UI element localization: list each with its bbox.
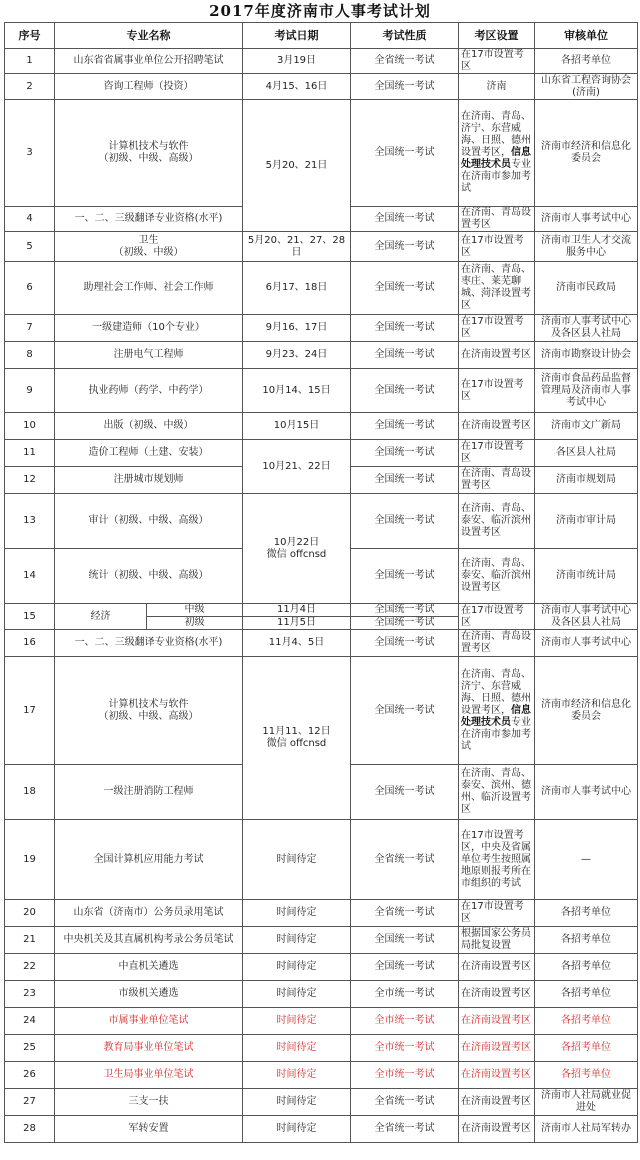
row-date: 时间待定 [243,1035,351,1062]
table-row [5,657,638,765]
row-area: 在济南、青岛、泰安、临沂滨州设置考区 [459,549,535,604]
header-row [5,23,638,49]
table-row [5,900,638,927]
row-area: 在济南设置考区 [459,342,535,369]
row-area: 在济南、青岛设置考区 [459,207,535,232]
exam-plan-table [4,22,638,1143]
table-row [5,413,638,440]
row-area: 在17市设置考区 [459,49,535,74]
row-nature: 全省统一考试 [351,1089,459,1116]
row-area: 根据国家公务员局批复设置 [459,927,535,954]
row-nature: 全省统一考试 [351,900,459,927]
row-no: 2 [5,74,55,100]
row-unit: 济南市人事考试中心 [535,765,638,820]
row-name: 造价工程师（土建、安装） [55,440,243,467]
row-area [459,100,535,207]
row-date: 时间待定 [243,820,351,900]
table-row [5,1089,638,1116]
row-no: 12 [5,467,55,494]
table-row [5,232,638,262]
table-row [5,630,638,657]
row-area: 在济南设置考区 [459,1035,535,1062]
row-nature: 全国统一考试 [351,100,459,207]
row-nature: 全国统一考试 [351,494,459,549]
row-date: 时间待定 [243,1116,351,1143]
row-no: 18 [5,765,55,820]
row-name: 市级机关遴选 [55,981,243,1008]
table-row [5,820,638,900]
row-area: 在济南设置考区 [459,981,535,1008]
table-row [5,74,638,100]
row-unit: 济南市经济和信息化委员会 [535,100,638,207]
row-name: 三支一扶 [55,1089,243,1116]
row-unit: 济南市人社局军转办 [535,1116,638,1143]
row-no: 9 [5,369,55,413]
row-name: 中直机关遴选 [55,954,243,981]
row-name: 军转安置 [55,1116,243,1143]
col-header-unit: 审核单位 [535,23,638,49]
row-area: 在17市设置考区 [459,900,535,927]
row-no: 11 [5,440,55,467]
row-nature: 全国统一考试 [351,549,459,604]
row-name: 统计（初级、中级、高级） [55,549,243,604]
row-date: 9月23、24日 [243,342,351,369]
col-header-name: 专业名称 [55,23,243,49]
row-date: 5月20、21日 [243,100,351,232]
row-unit: — [535,820,638,900]
row-name: 助理社会工作师、社会工作师 [55,262,243,315]
row-area: 在济南设置考区 [459,1062,535,1089]
row-date: 10月14、15日 [243,369,351,413]
row-no: 16 [5,630,55,657]
row-nature: 全省统一考试 [351,820,459,900]
row-date: 11月5日 [243,617,351,630]
row-nature: 全国统一考试 [351,369,459,413]
row-nature: 全国统一考试 [351,315,459,342]
row-nature: 全国统一考试 [351,657,459,765]
row-nature: 全国统一考试 [351,617,459,630]
row-name: 注册城市规划师 [55,467,243,494]
row-unit: 各招考单位 [535,1062,638,1089]
row-unit: 济南市经济和信息化委员会 [535,657,638,765]
row-date [243,657,351,820]
row-date-main: 10月22日 [273,536,320,548]
row-date [243,494,351,604]
row-date: 时间待定 [243,954,351,981]
row-date-main: 11月11、12日 [262,726,331,737]
row-date: 时间待定 [243,927,351,954]
table-row [5,604,638,617]
area-tail-text: 专业在济南市参加考试 [461,716,531,752]
row-area: 在济南、青岛设置考区 [459,467,535,494]
row-name: 出版（初级、中级） [55,413,243,440]
page-title: 2017年度济南市人事考试计划 [209,2,431,20]
row-area: 在17市设置考区，中央及省属单位考生按照属地原则报考所在市组织的考试 [459,820,535,900]
row-name [55,100,243,207]
row-date: 时间待定 [243,1008,351,1035]
table-row [5,1062,638,1089]
row-no: 8 [5,342,55,369]
table-row [5,494,638,549]
row-nature: 全市统一考试 [351,1062,459,1089]
row-unit: 济南市勘察设计协会 [535,342,638,369]
table-row [5,100,638,207]
row-nature: 全国统一考试 [351,630,459,657]
row-nature: 全国统一考试 [351,765,459,820]
table-row [5,49,638,74]
row-area: 在济南设置考区 [459,413,535,440]
row-no: 4 [5,207,55,232]
row-date-watermark: 微信 offcnsd [266,738,327,749]
row-no: 28 [5,1116,55,1143]
row-area: 在济南、青岛、泰安、滨州、德州、临沂设置考区 [459,765,535,820]
row-area: 在济南、青岛、泰安、临沂滨州设置考区 [459,494,535,549]
row-nature: 全国统一考试 [351,262,459,315]
table-row [5,369,638,413]
col-header-no: 序号 [5,23,55,49]
row-no: 3 [5,100,55,207]
row-area [459,657,535,765]
row-no: 21 [5,927,55,954]
row-name: 山东省省属事业单位公开招聘笔试 [55,49,243,74]
row-area: 在17市设置考区 [459,315,535,342]
row-unit: 各招考单位 [535,900,638,927]
row-nature: 全国统一考试 [351,342,459,369]
row-name-sub: （初级、中级、高级） [98,710,199,722]
table-row [5,315,638,342]
row-unit: 济南市民政局 [535,262,638,315]
row-name: 咨询工程师（投资） [55,74,243,100]
row-no: 19 [5,820,55,900]
row-name-sub: （初级、中级） [113,246,184,258]
row-name [55,657,243,765]
row-unit: 各招考单位 [535,1008,638,1035]
row-date: 5月20、21、27、28日 [243,232,351,262]
table-row [5,954,638,981]
row-name: 一级注册消防工程师 [55,765,243,820]
row-nature: 全市统一考试 [351,1035,459,1062]
row-unit: 济南市统计局 [535,549,638,604]
row-unit: 各招考单位 [535,927,638,954]
row-unit: 各招考单位 [535,49,638,74]
row-area: 在济南设置考区 [459,1008,535,1035]
row-unit: 各招考单位 [535,1035,638,1062]
row-no: 10 [5,413,55,440]
row-area: 在济南、青岛、枣庄、莱芜聊城、菏泽设置考区 [459,262,535,315]
row-name: 一、二、三级翻译专业资格(水平) [55,630,243,657]
row-area: 济南 [459,74,535,100]
row-no: 25 [5,1035,55,1062]
row-area: 在济南、青岛设置考区 [459,630,535,657]
row-area: 在17市设置考区 [459,369,535,413]
row-unit: 各招考单位 [535,981,638,1008]
row-name: 中央机关及其直属机构考录公务员笔试 [55,927,243,954]
row-name: 全国计算机应用能力考试 [55,820,243,900]
row-no: 6 [5,262,55,315]
row-sub-level: 中级 [147,604,243,617]
row-nature: 全省统一考试 [351,1116,459,1143]
table-row [5,981,638,1008]
row-date: 时间待定 [243,981,351,1008]
row-name: 审计（初级、中级、高级） [55,494,243,549]
row-date: 11月4、5日 [243,630,351,657]
table-row [5,440,638,467]
row-unit: 济南市人事考试中心及各区县人社局 [535,604,638,630]
row-no: 20 [5,900,55,927]
row-name: 注册电气工程师 [55,342,243,369]
row-unit: 山东省工程咨询协会(济南) [535,74,638,100]
row-no: 15 [5,604,55,630]
row-area: 在济南设置考区 [459,1116,535,1143]
row-name: 执业药师（药学、中药学） [55,369,243,413]
row-area: 在济南设置考区 [459,954,535,981]
row-nature: 全国统一考试 [351,954,459,981]
row-no: 13 [5,494,55,549]
row-name-sub: （初级、中级、高级） [98,153,199,164]
row-no: 26 [5,1062,55,1089]
area-bold-text: 信息处理技术员 [461,704,531,728]
row-unit: 各区县人社局 [535,440,638,467]
row-name-main: 计算机技术与软件 [108,698,189,710]
row-unit: 济南市文广新局 [535,413,638,440]
row-nature: 全国统一考试 [351,440,459,467]
row-nature: 全省统一考试 [351,49,459,74]
table-row [5,1008,638,1035]
row-nature: 全国统一考试 [351,413,459,440]
row-date: 6月17、18日 [243,262,351,315]
row-no: 24 [5,1008,55,1035]
row-name: 经济 [55,604,147,630]
row-date: 时间待定 [243,1062,351,1089]
row-nature: 全国统一考试 [351,604,459,617]
row-no: 17 [5,657,55,765]
row-date: 4月15、16日 [243,74,351,100]
row-area: 在17市设置考区 [459,232,535,262]
area-text: 在济南、青岛、济宁、东营威海、日照、德州设置考区， [461,668,531,716]
row-area: 在济南设置考区 [459,1089,535,1116]
row-name-main: 卫生 [138,234,159,246]
row-unit: 济南市人事考试中心及各区县人社局 [535,315,638,342]
col-header-nature: 考试性质 [351,23,459,49]
row-no: 7 [5,315,55,342]
row-nature: 全国统一考试 [351,207,459,232]
row-date: 10月21、22日 [243,440,351,494]
row-sub-level: 初级 [147,617,243,630]
row-area: 在17市设置考区 [459,440,535,467]
row-name: 市属事业单位笔试 [55,1008,243,1035]
area-tail-text: 专业在济南市参加考试 [461,159,531,194]
row-date: 11月4日 [243,604,351,617]
row-name: 一级建造师（10个专业） [55,315,243,342]
row-unit: 济南市规划局 [535,467,638,494]
row-no: 22 [5,954,55,981]
table-row [5,927,638,954]
row-nature: 全国统一考试 [351,927,459,954]
row-date: 3月19日 [243,49,351,74]
row-nature: 全国统一考试 [351,74,459,100]
row-nature: 全市统一考试 [351,981,459,1008]
row-no: 1 [5,49,55,74]
row-date: 9月16、17日 [243,315,351,342]
row-unit: 各招考单位 [535,954,638,981]
row-name-main: 计算机技术与软件 [108,141,189,152]
table-row [5,1035,638,1062]
row-nature: 全国统一考试 [351,467,459,494]
row-no: 5 [5,232,55,262]
row-date: 时间待定 [243,1089,351,1116]
table-row [5,1116,638,1143]
row-name: 山东省（济南市）公务员录用笔试 [55,900,243,927]
row-name: 卫生局事业单位笔试 [55,1062,243,1089]
row-no: 23 [5,981,55,1008]
row-area: 在17市设置考区 [459,604,535,630]
col-header-area: 考区设置 [459,23,535,49]
area-text: 在济南、青岛、济宁、东营威海、日照、德州设置考区， [461,111,531,158]
row-no: 27 [5,1089,55,1116]
row-unit: 济南市审计局 [535,494,638,549]
row-date: 10月15日 [243,413,351,440]
row-name: 一、二、三级翻译专业资格(水平) [55,207,243,232]
row-nature: 全市统一考试 [351,1008,459,1035]
row-no: 14 [5,549,55,604]
row-name: 教育局事业单位笔试 [55,1035,243,1062]
row-unit: 济南市人社局就业促进处 [535,1089,638,1116]
area-bold-text: 信息处理技术员 [461,147,531,170]
row-unit: 济南市人事考试中心 [535,207,638,232]
table-row [5,262,638,315]
col-header-date: 考试日期 [243,23,351,49]
row-date-watermark: 微信 offcnsd [266,548,327,560]
row-name [55,232,243,262]
row-nature: 全国统一考试 [351,232,459,262]
table-row [5,342,638,369]
row-unit: 济南市人事考试中心 [535,630,638,657]
row-unit: 济南市卫生人才交流服务中心 [535,232,638,262]
row-unit: 济南市食品药品监督管理局及济南市人事考试中心 [535,369,638,413]
row-date: 时间待定 [243,900,351,927]
